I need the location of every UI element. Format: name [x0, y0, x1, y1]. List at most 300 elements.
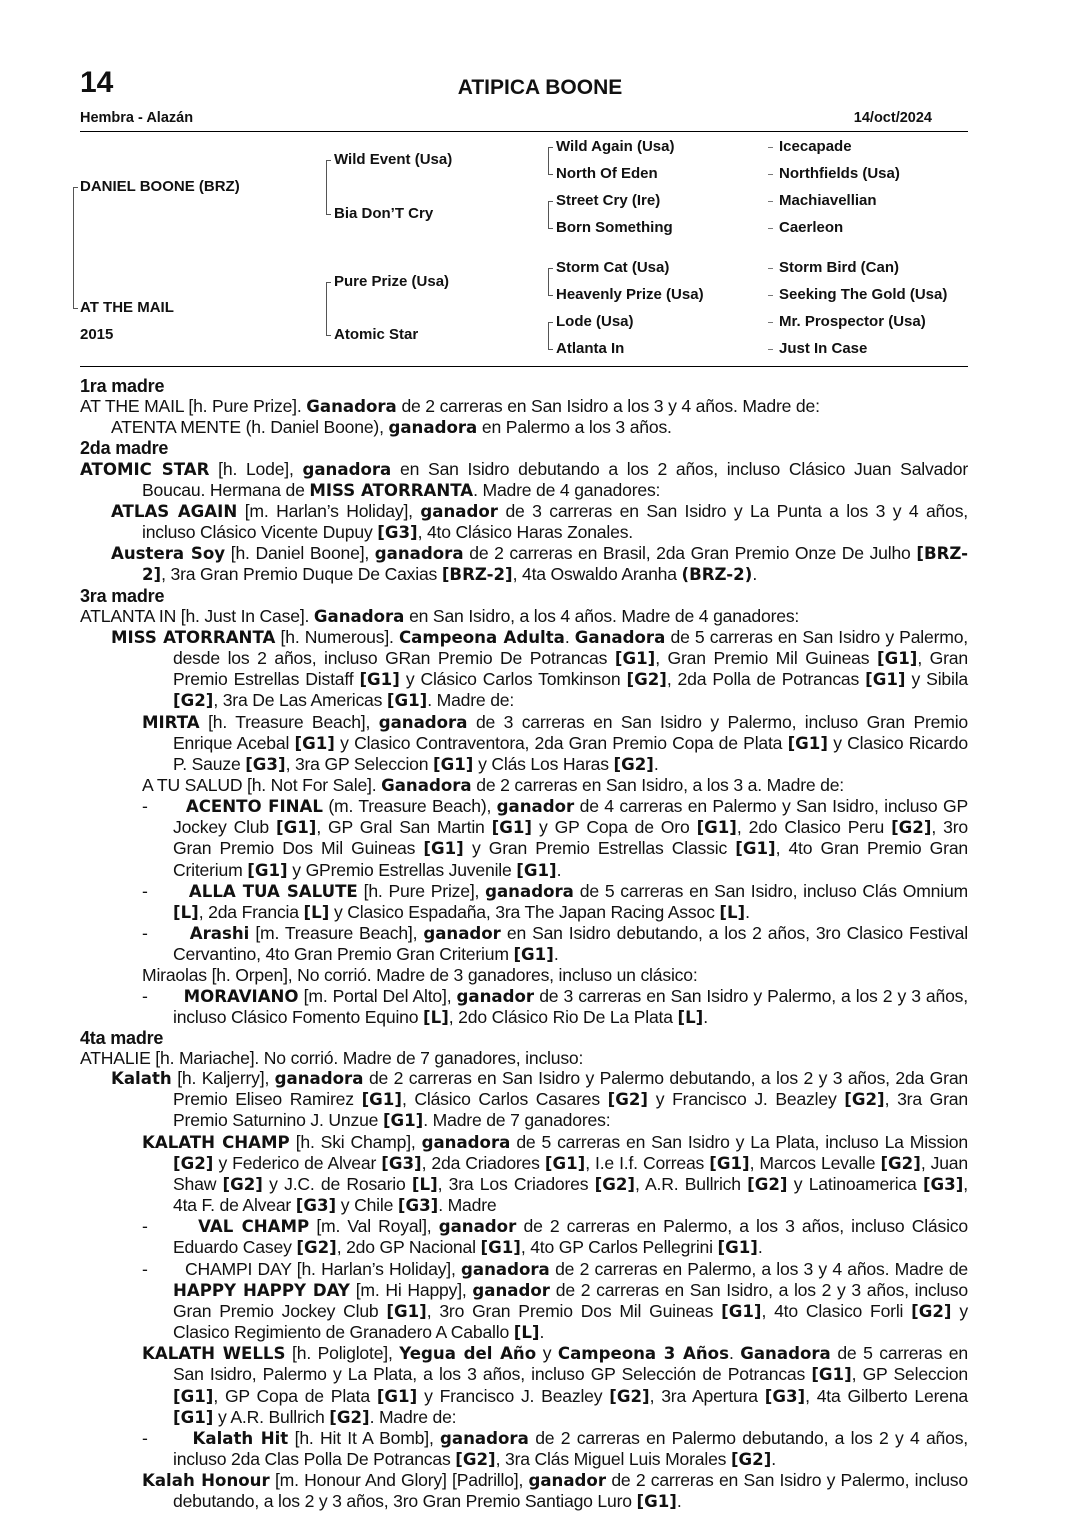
bold-text: [G1] [544, 1153, 586, 1173]
entry-text: , 2da Polla de Potrancas [666, 669, 866, 690]
bold-text: Ganadora [740, 1344, 831, 1364]
bold-text: Ganadora [306, 397, 397, 417]
bold-text: [G2] [455, 1449, 496, 1469]
entry-text: . Madre de 7 ganadores: [423, 1110, 611, 1131]
entry-text: . Madre de: [369, 1406, 457, 1427]
entry-text: de 3 carreras en San Isidro y Palermo, incluso Gran Premio Enrique Acebal [173, 711, 968, 753]
bracket-tick [548, 295, 553, 296]
bold-text: [G3] [397, 1196, 439, 1216]
entry-text: y Chile [336, 1195, 398, 1216]
bold-text: KALATH WELLS [142, 1344, 286, 1364]
entry-text: [m. Val Royal], [309, 1216, 439, 1237]
entry-text: . Madre de 4 ganadores: [473, 479, 661, 500]
bracket-tick [548, 228, 553, 229]
bold-text: ganadora [421, 1132, 511, 1152]
bold-text: [G1] [382, 1111, 424, 1131]
entry-text: . [745, 901, 750, 922]
bold-text: [L] [513, 1323, 540, 1343]
entry [80, 627, 968, 712]
bold-text: [L] [677, 1007, 704, 1027]
pedigree-gen4-4: Caerleon [779, 219, 844, 236]
bold-text: [G1] [513, 945, 554, 965]
entry-text: , A.R. Bullrich [635, 1173, 748, 1194]
section-3ra-madre: 3ra madre [80, 585, 165, 606]
entry-text: , 3ra Los Criadores [437, 1173, 595, 1194]
bold-text: Arashi [189, 924, 250, 944]
bold-text: ganadora [461, 1259, 550, 1279]
bold-text: [G2] [329, 1407, 370, 1427]
pedigree-gen4-8: Just In Case [779, 340, 868, 357]
entry-text: [h. Numerous]. [275, 626, 399, 647]
bold-text: ganadora [274, 1069, 364, 1089]
horse-name: ATIPICA BOONE [457, 76, 623, 99]
bold-text: [BRZ-2] [441, 565, 513, 585]
pedigree-gen3-1: Wild Again (Usa) [556, 138, 675, 155]
entry [80, 606, 968, 627]
entry-text: , Marcos Levalle [749, 1152, 881, 1173]
entry-text: [h. Ski Champ], [289, 1131, 422, 1152]
entry-text: , 2do GP Nacional [336, 1237, 481, 1258]
bold-text: [G1] [516, 860, 557, 880]
bold-text: ganador [438, 1217, 517, 1237]
bracket-tick [548, 322, 553, 323]
bracket-gen2b [326, 282, 327, 335]
bold-text: [G1] [294, 733, 335, 753]
entry-text: - [142, 923, 190, 944]
entry-text: , 4ta F. de Alvear [173, 1173, 968, 1216]
entry [80, 1048, 968, 1068]
bold-text: ganadora [388, 418, 478, 438]
sex-color: Hembra - Alazán [80, 110, 194, 126]
entry-text: [m. Harlan’s Holiday], [237, 500, 421, 521]
bold-text: ACENTO FINAL [185, 797, 323, 817]
bold-text: [G1] [173, 1386, 214, 1406]
entry-text: de 2 carreras en San Isidro y Palermo debutando, a los 2 y 3 años, 2da Gran Premio Eliseo Ramirez [173, 1068, 968, 1110]
pedigree-gen4-3: Machiavellian [779, 192, 877, 209]
bold-text: [G1] [376, 1386, 418, 1406]
entry-text: y Clasico Regimiento de Granadero A Caballo [173, 1300, 969, 1343]
entry-text: [h. Treasure Beach], [199, 711, 379, 732]
entry-text: de 5 carreras en San Isidro, incluso Clás Omnium [573, 880, 968, 901]
pedigree-gen3-7: Lode (Usa) [556, 313, 634, 330]
pedigree-gen3-5: Storm Cat (Usa) [556, 259, 670, 276]
entry-text: [m. Hi Happy], [349, 1279, 473, 1300]
bold-text: HAPPY HAPPY DAY [173, 1280, 350, 1300]
dash-mark [768, 295, 773, 296]
bold-text: (BRZ-2) [681, 565, 753, 585]
pedigree-gen3-2: North Of Eden [556, 165, 658, 182]
bold-text: [G2] [891, 818, 932, 838]
bold-text: [G1] [787, 733, 828, 753]
pedigree-rule [80, 366, 968, 367]
bold-text: [G1] [386, 1301, 427, 1321]
entry-text: ATHALIE [h. Mariache]. No corrió. Madre de 7 ganadores, incluso: [80, 1048, 584, 1068]
bold-text: [G1] [275, 818, 317, 838]
entry-text: . [752, 564, 758, 585]
entry-text: - CHAMPI DAY [h. Harlan’s Holiday], [142, 1258, 461, 1279]
entry-text: [m. Honour And Glory] [Padrillo], [269, 1470, 529, 1491]
pedigree-sire-dam: Bia Don’T Cry [334, 205, 434, 222]
entry-text: de 2 carreras en San Isidro y Palermo, incluso debutando, a los 2 y 3 años, 3ro Gran Premio Santiago Luro [173, 1470, 968, 1512]
entry-text: , 3ra Gran Premio Duque De Caxias [161, 564, 442, 585]
entry-text: AT THE MAIL [h. Pure Prize]. [80, 396, 307, 417]
bold-text: [G3] [764, 1386, 806, 1406]
entry-text: y Francisco J. Beazley [648, 1089, 845, 1110]
bracket-gen3a [548, 147, 549, 174]
entry-text: en San Isidro debutando a los 2 años, incluso Clásico Juan Salvador Boucau. Hermana de [142, 458, 968, 500]
bold-text: [G3] [922, 1174, 964, 1194]
entry-text: ATLANTA IN [h. Just In Case]. [80, 605, 314, 626]
bold-text: [G1] [480, 1238, 521, 1258]
entry [80, 1216, 968, 1258]
bracket-tick [326, 160, 331, 161]
bold-text: MIRTA [142, 712, 200, 732]
bold-text: [G3] [377, 523, 418, 543]
pedigree-gen4-5: Storm Bird (Can) [779, 259, 899, 276]
bold-text: [L] [411, 1174, 438, 1194]
entry-text: de 2 carreras en Palermo debutando, a los 2 y 4 años, incluso 2da Clas Polla De Potrancas [173, 1427, 968, 1469]
entry [80, 712, 968, 775]
entry-text: y [536, 1343, 558, 1364]
bold-text: [G2] [173, 1153, 214, 1173]
entry-text: y Clasico Espadaña, 3ra The Japan Racing Assoc [329, 901, 720, 922]
bold-text: MISS ATORRANTA [111, 627, 276, 647]
entry-text: y GP Copa de Oro [531, 817, 697, 838]
bold-text: Austera Soy [111, 544, 226, 564]
pedigree-gen3-4: Born Something [556, 219, 673, 236]
entry-text: . [676, 1491, 682, 1512]
entry [80, 1132, 968, 1217]
entry-text: . Madre [438, 1195, 497, 1216]
entry-text: de 2 carreras en San Isidro, a los 2 y 3 años, incluso Gran Premio Jockey Club [173, 1279, 968, 1321]
entry-text: y Clás Los Haras [473, 753, 614, 774]
entry-text: de 3 carreras en San Isidro y La Punta a los 3 y 4 años, incluso Clásico Vicente Dupuy [142, 500, 968, 543]
entry-text: , 2da Francia [198, 901, 304, 922]
entry-text: , Gran Premio Estrellas Distaff [173, 648, 968, 690]
dash-mark [768, 349, 773, 350]
bracket-tick [326, 335, 331, 336]
entry [80, 459, 968, 501]
produce-record [80, 376, 968, 1512]
pedigree-gen3-8: Atlanta In [556, 340, 625, 357]
entry-text: , 3ra Gran Premio Saturnino J. Unzue [173, 1089, 968, 1131]
entry [80, 417, 968, 438]
entry-text: de 2 carreras en Palermo, a los 3 años, incluso Clásico Eduardo Casey [173, 1216, 968, 1258]
dash-mark [768, 201, 773, 202]
pedigree-dam: AT THE MAIL [80, 299, 174, 316]
entry-text: [m. Treasure Beach], [249, 923, 424, 944]
entry-text: - [142, 796, 186, 817]
bracket-gen3c [548, 268, 549, 295]
bold-text: ganadora [302, 459, 392, 479]
entry-text: - [142, 1216, 199, 1237]
dash-mark [768, 147, 773, 148]
lot-number: 14 [80, 66, 114, 99]
entry-text: . [553, 944, 559, 965]
entry-text: . [703, 1006, 708, 1027]
bold-text: [G1] [735, 839, 776, 859]
entry-text: de 5 carreras en San Isidro, Palermo y La Plata, a los 3 años, incluso GP Selección de Potrancas [173, 1343, 968, 1385]
entry-text: , 4to GP Carlos Pellegrini [520, 1237, 718, 1258]
entry-text: , Juan Shaw [173, 1152, 968, 1194]
entry-text: y Clásico Carlos Tomkinson [399, 669, 627, 690]
bold-text: MISS ATORRANTA [309, 480, 474, 500]
entry-text: , GP Gral San Martin [316, 817, 492, 838]
section-1ra-madre: 1ra madre [80, 376, 165, 396]
entry-text: . [771, 1448, 776, 1469]
section-4ta-madre: 4ta madre [80, 1027, 164, 1048]
bold-text: [G3] [245, 754, 286, 774]
bold-text: Ganadora [381, 775, 472, 795]
bracket-tick [548, 174, 553, 175]
entry-text: - [142, 985, 184, 1006]
bold-text: [G1] [423, 839, 464, 859]
bold-text: [L] [173, 902, 199, 922]
entry-text: , GP Copa de Plata [213, 1385, 377, 1406]
entry [80, 923, 968, 965]
entry-text: . Madre de: [427, 690, 515, 711]
entry-text: , Clásico Carlos Casares [401, 1089, 608, 1110]
entry-text: , 3ra Clás Miguel Luis Morales [495, 1448, 731, 1469]
bold-text: [G1] [433, 754, 474, 774]
bracket-tick [548, 201, 553, 202]
bold-text: Kalath [111, 1069, 172, 1089]
bracket-tick [326, 214, 331, 215]
bold-text: ganador [423, 924, 501, 944]
bold-text: [G1] [361, 1090, 402, 1110]
bold-text: [G3] [295, 1196, 337, 1216]
entry-text: , 4to Clásico Haras Zonales. [417, 522, 633, 543]
entry [80, 396, 968, 417]
entry [80, 1428, 968, 1470]
entry [80, 1068, 968, 1131]
entry-text: , 4ta Oswaldo Aranha [512, 564, 682, 585]
dash-mark [768, 322, 773, 323]
entry-text: en Palermo a los 3 años. [477, 417, 672, 438]
bold-text: ganador [420, 501, 498, 521]
pedigree-sire: DANIEL BOONE (BRZ) [80, 178, 240, 195]
entry-text: . [564, 626, 575, 647]
dash-mark [768, 174, 773, 175]
bold-text: [G2] [594, 1174, 635, 1194]
entry [80, 986, 968, 1028]
entry-text: , 3ra De Las Americas [213, 690, 387, 711]
pedigree-sire-sire: Wild Event (Usa) [334, 151, 453, 168]
entry-text: en San Isidro, a los 4 años. Madre de 4 ganadores: [404, 605, 800, 626]
pedigree-gen3-3: Street Cry (Ire) [556, 192, 661, 209]
bold-text: [G2] [626, 670, 667, 690]
entry-text: de 3 carreras en San Isidro y Palermo, a los 2 y 3 años, incluso Clásico Fomento Equino [173, 985, 968, 1027]
bold-text: ganadora [440, 1428, 529, 1448]
entry-text: y Clasico Contraventora, 2da Gran Premio Copa de Plata [334, 732, 788, 753]
entry-text: y Federico de Alvear [213, 1152, 382, 1173]
pedigree-gen4-7: Mr. Prospector (Usa) [779, 313, 926, 330]
entry-text: , 3ro Gran Premio Dos Mil Guineas [173, 817, 968, 859]
entry-text: de 4 carreras en Palermo y San Isidro, incluso GP Jockey Club [173, 796, 968, 838]
bold-text: Ganadora [574, 627, 666, 647]
bold-text: [BRZ-2] [142, 544, 968, 585]
entry-text: (m. Treasure Beach), [322, 796, 497, 817]
entry-text: y Sibila [905, 669, 968, 690]
pedigree-dam-dam: Atomic Star [334, 326, 419, 343]
bold-text: Campeona 3 Años [557, 1344, 729, 1364]
bold-text: [G1] [696, 818, 737, 838]
pedigree-gen4-2: Northfields (Usa) [779, 165, 900, 182]
entry-text: [h. Poliglote], [285, 1343, 400, 1364]
bold-text: [G1] [173, 1407, 214, 1427]
bold-text: [G1] [721, 1301, 762, 1321]
bold-text: [G1] [491, 818, 532, 838]
entry [80, 775, 968, 796]
entry-text: de 2 carreras en San Isidro, a los 3 a. Madre de: [471, 774, 844, 795]
bold-text: [G2] [613, 754, 654, 774]
entry-text: y Latinoamerica [787, 1173, 923, 1194]
entry [80, 1470, 968, 1512]
bold-text: ganador [456, 986, 535, 1006]
entry-text: , GP Seleccion [851, 1364, 968, 1385]
entry [80, 1259, 968, 1344]
entry-text: de 2 carreras en Brasil, 2da Gran Premio Onze De Julho [463, 543, 917, 564]
entry-text: , I.e I.f. Correas [585, 1152, 710, 1173]
bold-text: ATLAS AGAIN [111, 501, 238, 521]
bracket-tick [73, 187, 78, 188]
bracket-gen3d [548, 322, 549, 349]
entry-text: . [556, 859, 562, 880]
bracket-tick [326, 282, 331, 283]
bold-text: ganador [528, 1471, 607, 1491]
pedigree-dam-sire: Pure Prize (Usa) [334, 273, 450, 290]
pedigree-gen4-6: Seeking The Gold (Usa) [779, 286, 948, 303]
bold-text: ganadora [374, 544, 464, 564]
bold-text: [G2] [730, 1449, 772, 1469]
entry [80, 881, 968, 923]
bold-text: ganador [472, 1280, 550, 1300]
entry [80, 796, 968, 881]
entry-text: y J.C. de Rosario [262, 1173, 412, 1194]
entry-text: , 2do Clásico Rio De La Plata [448, 1006, 678, 1027]
entry-text: y Francisco J. Beazley [417, 1385, 610, 1406]
pedigree-dam-year: 2015 [80, 326, 114, 343]
entry [80, 501, 968, 543]
entry-text: , 4to Gran Premio Gran Criterium [173, 838, 968, 880]
entry-text: - [142, 880, 189, 901]
bold-text: [G1] [247, 860, 288, 880]
entry-text: . [757, 1237, 763, 1258]
catalog-date: 14/oct/2024 [853, 110, 932, 126]
bold-text: VAL CHAMP [198, 1217, 310, 1237]
entry-text: de 5 carreras en San Isidro y La Plata, incluso La Mission [510, 1131, 968, 1152]
entry-text: de 2 carreras en Palermo, a los 3 y 4 años. Madre de [549, 1258, 968, 1279]
bold-text: [G1] [359, 670, 400, 690]
bracket-tick [548, 349, 553, 350]
entry-text: [m. Portal Del Alto], [298, 985, 457, 1006]
bold-text: MORAVIANO [183, 986, 299, 1006]
entry-text: y Gran Premio Estrellas Classic [463, 838, 736, 859]
bold-text: [G2] [173, 691, 214, 711]
bold-text: [G1] [717, 1238, 758, 1258]
bold-text: KALATH CHAMP [142, 1132, 290, 1152]
entry [80, 543, 968, 585]
section-2da-madre: 2da madre [80, 438, 169, 459]
bold-text: [G2] [296, 1238, 337, 1258]
bold-text: ganador [496, 797, 575, 817]
entry [80, 965, 968, 985]
bold-text: [G1] [865, 670, 906, 690]
entry-text: ATENTA MENTE (h. Daniel Boone), [111, 417, 389, 438]
entry-text: , 4to Clasico Forli [761, 1300, 912, 1321]
bold-text: [L] [303, 902, 330, 922]
bold-text: [G1] [614, 649, 656, 669]
top-rule [80, 131, 968, 132]
bold-text: ganadora [378, 712, 468, 732]
entry-text: de 2 carreras en San Isidro a los 3 y 4 años. Madre de: [396, 396, 820, 417]
entry-text: , 2do Clasico Peru [736, 817, 892, 838]
bold-text: [G2] [911, 1301, 952, 1321]
bold-text: [L] [423, 1007, 449, 1027]
entry-text: de 5 carreras en San Isidro y Palermo, desde los 2 años, incluso GRan Premio De Potrancas [173, 626, 968, 669]
bracket-gen3b [548, 201, 549, 228]
bracket-tick [73, 308, 78, 309]
entry-text: en San Isidro debutando, a los 2 años, 3ro Clasico Festival Cervantino, 4to Gran Premio Gran Criterium [173, 923, 968, 965]
bold-text: [L] [719, 902, 746, 922]
bold-text: [G2] [844, 1090, 885, 1110]
bold-text: [G3] [381, 1153, 422, 1173]
bold-text: [G1] [709, 1153, 750, 1173]
entry-text: , 3ra GP Seleccion [285, 753, 434, 774]
entry-text: , Gran Premio Mil Guineas [655, 648, 877, 669]
bold-text: [G2] [222, 1174, 263, 1194]
bold-text: ganadora [485, 881, 574, 901]
dash-mark [768, 228, 773, 229]
entry-text: . [728, 1343, 741, 1364]
entry-text: [h. Kaljerry], [171, 1068, 275, 1089]
bracket-tick [548, 268, 553, 269]
entry-text: [h. Hit It A Bomb], [288, 1427, 441, 1448]
bold-text: [G2] [607, 1090, 649, 1110]
entry-text: , 3ro Gran Premio Dos Mil Guineas [426, 1300, 722, 1321]
entry [80, 1343, 968, 1428]
bold-text: Ganadora [313, 606, 405, 626]
entry-text: Miraolas [h. Orpen], No corrió. Madre de 3 ganadores, incluso un clásico: [142, 965, 698, 986]
bold-text: [G1] [636, 1492, 677, 1512]
bold-text: Kalah Honour [142, 1471, 270, 1491]
bold-text: ALLA TUA SALUTE [188, 881, 358, 901]
entry-text: . [539, 1322, 545, 1343]
entry-text: [h. Lode], [209, 458, 303, 479]
bracket-tick [548, 147, 553, 148]
entry-text: y GPremio Estrellas Juvenile [287, 859, 517, 880]
bold-text: [G1] [386, 691, 428, 711]
bold-text: [G1] [876, 649, 918, 669]
entry-text: [h. Daniel Boone], [225, 543, 375, 564]
bold-text: [G1] [811, 1365, 852, 1385]
entry-text: A TU SALUD [h. Not For Sale]. [142, 774, 382, 795]
bold-text: Campeona Adulta [398, 627, 565, 647]
bracket-gen2a [326, 160, 327, 214]
dash-mark [768, 268, 773, 269]
bold-text: [G2] [609, 1386, 650, 1406]
bold-text: ATOMIC STAR [80, 459, 210, 479]
pedigree-gen3-6: Heavenly Prize (Usa) [556, 286, 704, 303]
entry-text: [h. Pure Prize], [357, 880, 486, 901]
bold-text: [G2] [880, 1153, 921, 1173]
entry-text: , 4ta Gilberto Lerena [805, 1385, 968, 1406]
entry-text: , 2da Criadores [421, 1152, 545, 1173]
bold-text: Kalath Hit [192, 1428, 289, 1448]
entry-text: y Clasico Ricardo P. Sauze [173, 732, 968, 774]
bold-text: Yegua del Año [399, 1344, 537, 1364]
entry-text: y A.R. Bullrich [213, 1406, 330, 1427]
